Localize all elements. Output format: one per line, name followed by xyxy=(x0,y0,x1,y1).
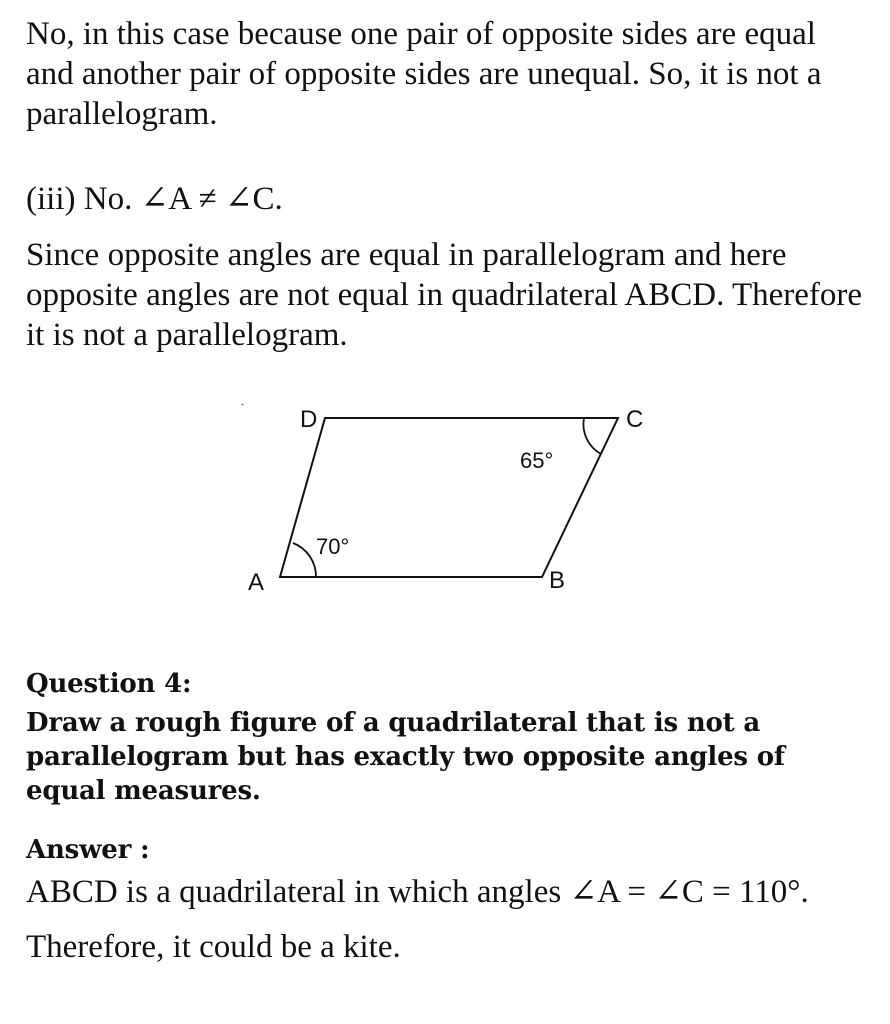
quadrilateral-figure xyxy=(230,390,670,605)
vertex-label-d: D xyxy=(300,406,318,433)
answer-line-2: Therefore, it could be a kite. xyxy=(26,929,401,965)
angle-arc-c xyxy=(583,418,601,454)
question-heading: Question 4: xyxy=(26,669,192,699)
angle-label-c: 65° xyxy=(520,448,554,473)
part-iii-answer: (iii) No. ∠A ≠ ∠C. xyxy=(26,181,283,217)
angle-label-a: 70° xyxy=(316,534,350,559)
paragraph-not-parallelogram-sides: No, in this case because one pair of opposite sides are equal and another pair of opposite sides are unequal. So, it is not a parallelogram. xyxy=(26,16,822,132)
paragraph-opposite-angles: Since opposite angles are equal in parallelogram and here opposite angles are not equal in quadrilateral ABCD. Therefore it is not a parallelogram. xyxy=(26,237,863,353)
answer-line-1: ABCD is a quadrilateral in which angles ∠A = ∠C = 110°. xyxy=(26,874,809,910)
vertex-label-b: B xyxy=(549,567,566,594)
angle-arc-a xyxy=(293,543,316,577)
stray-mark xyxy=(242,404,243,405)
vertex-label-c: C xyxy=(626,406,644,433)
vertex-label-a: A xyxy=(248,569,265,596)
question-text: Draw a rough figure of a quadrilateral that is not a parallelogram but has exactly two opposite angles of equal measures. xyxy=(26,708,785,806)
answer-heading: Answer : xyxy=(26,835,150,865)
